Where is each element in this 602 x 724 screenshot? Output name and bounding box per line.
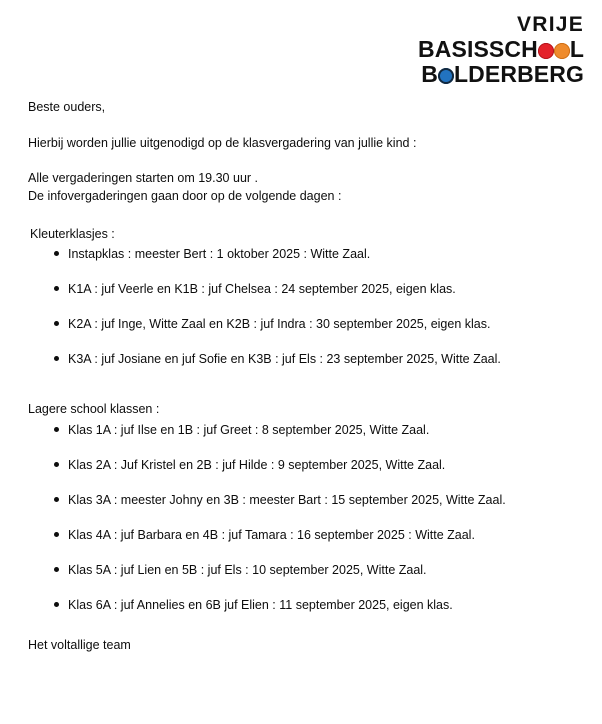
bullet-icon (54, 321, 59, 326)
list-item (28, 492, 578, 527)
bullet-icon (54, 602, 59, 607)
list-item-label: Klas 1A : juf Ilse en 1B : juf Greet : 8 september 2025, Witte Zaal. (68, 422, 430, 437)
list-item (28, 281, 578, 316)
intro-line: Hierbij worden jullie uitgenodigd op de klasvergadering van jullie kind : (28, 135, 417, 150)
list-item-label: Instapklas : meester Bert : 1 oktober 2025 : Witte Zaal. (68, 247, 371, 262)
closing-line: Het voltallige team (28, 637, 131, 652)
list-item-label: K3A : juf Josiane en juf Sofie en K3B : juf Els : 23 september 2025, Witte Zaal. (68, 352, 501, 367)
list-item (28, 597, 578, 632)
meeting-time-line: Alle vergaderingen starten om 19.30 uur . (28, 171, 258, 186)
list-item (28, 527, 578, 562)
list-item (28, 422, 578, 457)
list-item-label: Klas 4A : juf Barbara en 4B : juf Tamara : 16 september 2025 : Witte Zaal. (68, 527, 475, 542)
logo-bolderberg-prefix: B (421, 61, 439, 87)
meeting-days-line: De infovergaderingen gaan door op de volgende dagen : (28, 188, 342, 203)
list-item-label: K2A : juf Inge, Witte Zaal en K2B : juf Indra : 30 september 2025, eigen klas. (68, 317, 491, 332)
bullet-icon (54, 251, 59, 256)
bullet-icon (54, 356, 59, 361)
letter-body (28, 100, 578, 666)
bullet-icon (54, 427, 59, 432)
bullet-icon (54, 567, 59, 572)
section-heading-lagere-school: Lagere school klassen : (28, 402, 160, 417)
list-item (28, 246, 578, 281)
logo-orange-circle-icon (554, 43, 570, 59)
list-item (28, 351, 578, 386)
logo-line-bolderberg (404, 63, 584, 86)
logo-bolderberg-suffix: LDERBERG (454, 61, 584, 87)
list-item (28, 562, 578, 597)
logo-line-basisschool (404, 38, 584, 61)
logo-line-vrije: VRIJE (517, 13, 584, 36)
list-item-label: Klas 6A : juf Annelies en 6B juf Elien : 11 september 2025, eigen klas. (68, 597, 453, 612)
bullet-icon (54, 497, 59, 502)
list-item (28, 316, 578, 351)
list-item-label: Klas 3A : meester Johny en 3B : meester Bart : 15 september 2025, Witte Zaal. (68, 492, 506, 507)
list-item-label: Klas 2A : Juf Kristel en 2B : juf Hilde : 9 september 2025, Witte Zaal. (68, 457, 446, 472)
lagere-school-list (28, 422, 578, 632)
logo-basisschool-prefix: BASISSCH (418, 36, 538, 62)
greeting-line: Beste ouders, (28, 100, 106, 114)
section-heading-kleuterklasjes: Kleuterklasjes : (30, 226, 115, 241)
school-logo (404, 14, 584, 86)
bullet-icon (54, 286, 59, 291)
list-item-label: K1A : juf Veerle en K1B : juf Chelsea : 24 september 2025, eigen klas. (68, 282, 456, 297)
logo-blue-circle-icon (438, 68, 454, 84)
list-item-label: Klas 5A : juf Lien en 5B : juf Els : 10 september 2025, Witte Zaal. (68, 562, 427, 577)
kleuterklasjes-list (28, 246, 578, 386)
logo-red-circle-icon (538, 43, 554, 59)
logo-basisschool-suffix: L (569, 36, 584, 62)
bullet-icon (54, 532, 59, 537)
bullet-icon (54, 462, 59, 467)
list-item (28, 457, 578, 492)
section-spacer (28, 386, 578, 402)
